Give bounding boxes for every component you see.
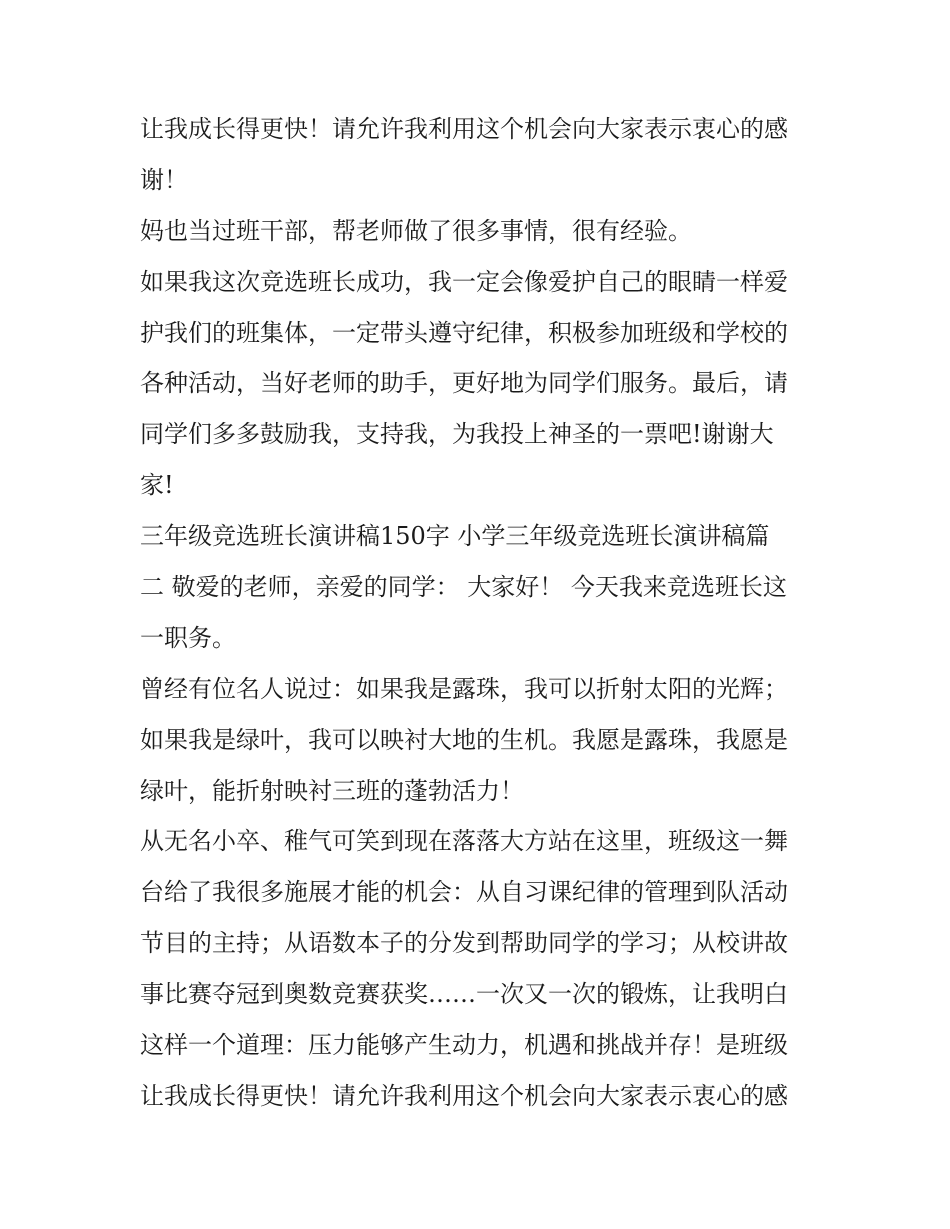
text-line: 同学们多多鼓励我，支持我，为我投上神圣的一票吧!谢谢大: [140, 420, 774, 449]
text-line: 妈也当过班干部，帮老师做了很多事情，很有经验。: [140, 216, 692, 245]
text-line: 节目的主持；从语数本子的分发到帮助同学的学习；从校讲故: [140, 929, 788, 958]
text-line: 家!: [140, 471, 174, 500]
text-line: 护我们的班集体，一定带头遵守纪律，积极参加班级和学校的: [140, 318, 788, 347]
body-text: [140, 104, 815, 1122]
text-line: 曾经有位名人说过：如果我是露珠，我可以折射太阳的光辉；: [140, 674, 788, 703]
text-line: 让我成长得更快！请允许我利用这个机会向大家表示衷心的感: [140, 115, 788, 143]
text-line: 一职务。: [140, 623, 236, 652]
text-line: 如果我这次竞选班长成功，我一定会像爱护自己的眼睛一样爱: [140, 267, 788, 296]
text-line: 让我成长得更快！请允许我利用这个机会向大家表示衷心的感: [140, 1081, 788, 1110]
text-line: 谢！: [140, 165, 188, 194]
text-line: 三年级竞选班长演讲稿150字 小学三年级竞选班长演讲稿篇: [140, 522, 770, 551]
text-line: 事比赛夺冠到奥数竞赛获奖……一次又一次的锻炼，让我明白: [140, 980, 788, 1009]
text-line: 各种活动，当好老师的助手，更好地为同学们服务。最后，请: [140, 369, 788, 398]
text-line: 这样一个道理：压力能够产生动力，机遇和挑战并存！是班级: [140, 1031, 788, 1060]
text-line: 绿叶，能折射映衬三班的蓬勃活力！: [140, 776, 524, 805]
text-line: 二 敬爱的老师，亲爱的同学： 大家好！ 今天我来竞选班长这: [140, 573, 787, 602]
text-line: 如果我是绿叶，我可以映衬大地的生机。我愿是露珠，我愿是: [140, 725, 788, 754]
text-line: 台给了我很多施展才能的机会：从自习课纪律的管理到队活动: [140, 878, 788, 907]
text-line: 从无名小卒、稚气可笑到现在落落大方站在这里，班级这一舞: [140, 827, 788, 856]
